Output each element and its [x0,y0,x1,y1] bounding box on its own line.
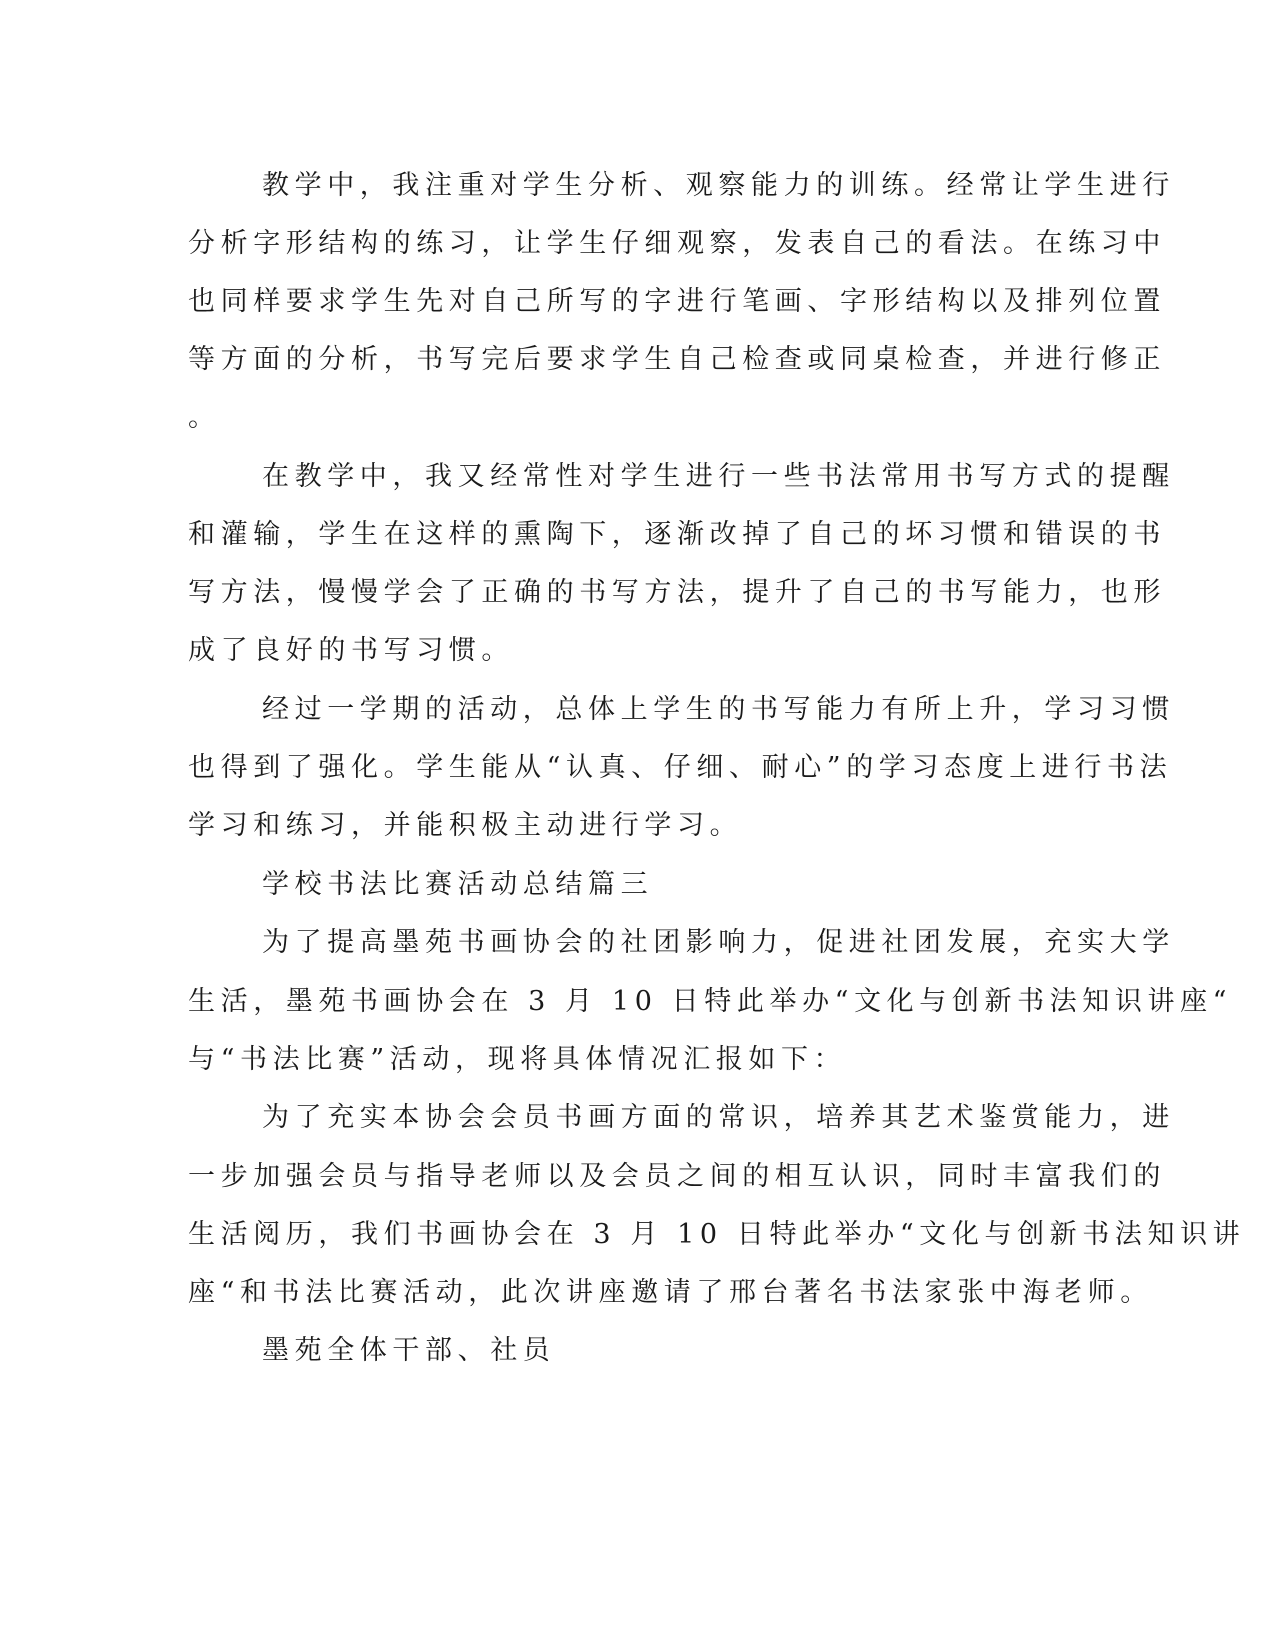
paragraph-6-line-1: 墨苑全体干部、社员 [262,1335,556,1366]
paragraph-1-line-2: 分析字形结构的练习，让学生仔细观察，发表自己的看法。在练习中 [188,228,1166,259]
paragraph-2-line-3: 写方法，慢慢学会了正确的书写方法，提升了自己的书写能力，也形 [188,577,1166,608]
paragraph-4-line-2: 生活，墨苑书画协会在 3 月 10 日特此举办“文化与创新书法知识讲座“ [188,986,1233,1017]
paragraph-1-line-4: 等方面的分析，书写完后要求学生自己检查或同桌检查，并进行修正 [188,344,1166,375]
paragraph-2-line-2: 和灌输，学生在这样的熏陶下，逐渐改掉了自己的坏习惯和错误的书 [188,519,1166,550]
paragraph-5-line-2: 一步加强会员与指导老师以及会员之间的相互认识，同时丰富我们的 [188,1161,1166,1192]
paragraph-1-line-5: 。 [188,402,221,433]
section-heading: 学校书法比赛活动总结篇三 [262,869,654,900]
paragraph-2-line-1: 在教学中，我又经常性对学生进行一些书法常用书写方式的提醒 [262,461,1175,492]
paragraph-3-line-2: 也得到了强化。学生能从“认真、仔细、耐心”的学习态度上进行书法 [188,752,1173,783]
paragraph-4-line-3: 与“书法比赛”活动，现将具体情况汇报如下： [188,1044,847,1075]
paragraph-1-line-3: 也同样要求学生先对自己所写的字进行笔画、字形结构以及排列位置 [188,286,1166,317]
paragraph-3-line-1: 经过一学期的活动，总体上学生的书写能力有所上升，学习习惯 [262,694,1175,725]
paragraph-1-line-1: 教学中，我注重对学生分析、观察能力的训练。经常让学生进行 [262,170,1175,201]
paragraph-5-line-4: 座“和书法比赛活动，此次讲座邀请了邢台著名书法家张中海老师。 [188,1277,1153,1308]
paragraph-3-line-3: 学习和练习，并能积极主动进行学习。 [188,810,743,841]
paragraph-5-line-3: 生活阅历，我们书画协会在 3 月 10 日特此举办“文化与创新书法知识讲 [188,1219,1246,1250]
paragraph-2-line-4: 成了良好的书写习惯。 [188,635,514,666]
paragraph-4-line-1: 为了提高墨苑书画协会的社团影响力，促进社团发展，充实大学 [262,927,1175,958]
paragraph-5-line-1: 为了充实本协会会员书画方面的常识，培养其艺术鉴赏能力，进 [262,1102,1175,1133]
